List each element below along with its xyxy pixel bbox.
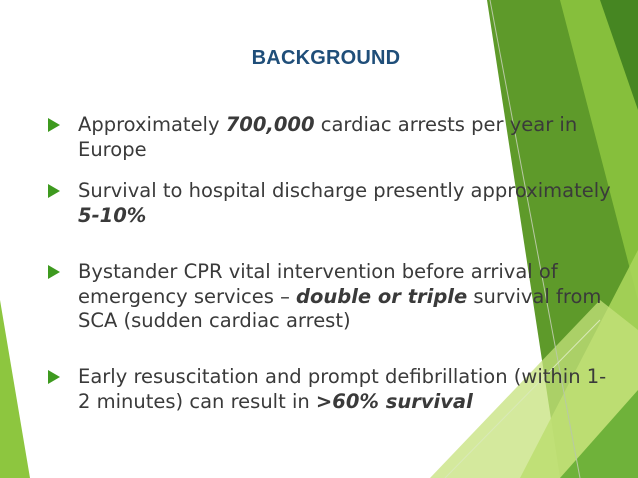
- slide-title: BACKGROUND: [251, 47, 401, 69]
- arrow-bullet-icon: [48, 184, 60, 198]
- bullet-text: Bystander CPR vital intervention before arrival of emergency services – double or triple survival from SCA (sudden cardiac arrest): [78, 260, 602, 332]
- arrow-bullet-icon: [48, 370, 60, 384]
- bullet-text: Approximately 700,000 cardiac arrests per year in Europe: [78, 113, 578, 161]
- bullet-text: Survival to hospital discharge presently approximately 5-10%: [78, 179, 611, 227]
- bullet-item-3: [52, 260, 612, 334]
- bullet-item-1: [52, 113, 612, 162]
- bullet-item-4: [52, 365, 612, 414]
- bullet-text: Early resuscitation and prompt defibrillation (within 1-2 minutes) can result in >60% survival: [78, 365, 607, 413]
- arrow-bullet-icon: [48, 265, 60, 279]
- arrow-bullet-icon: [48, 118, 60, 132]
- bottom-left-wedge: [0, 300, 30, 478]
- bullet-item-2: [52, 179, 612, 228]
